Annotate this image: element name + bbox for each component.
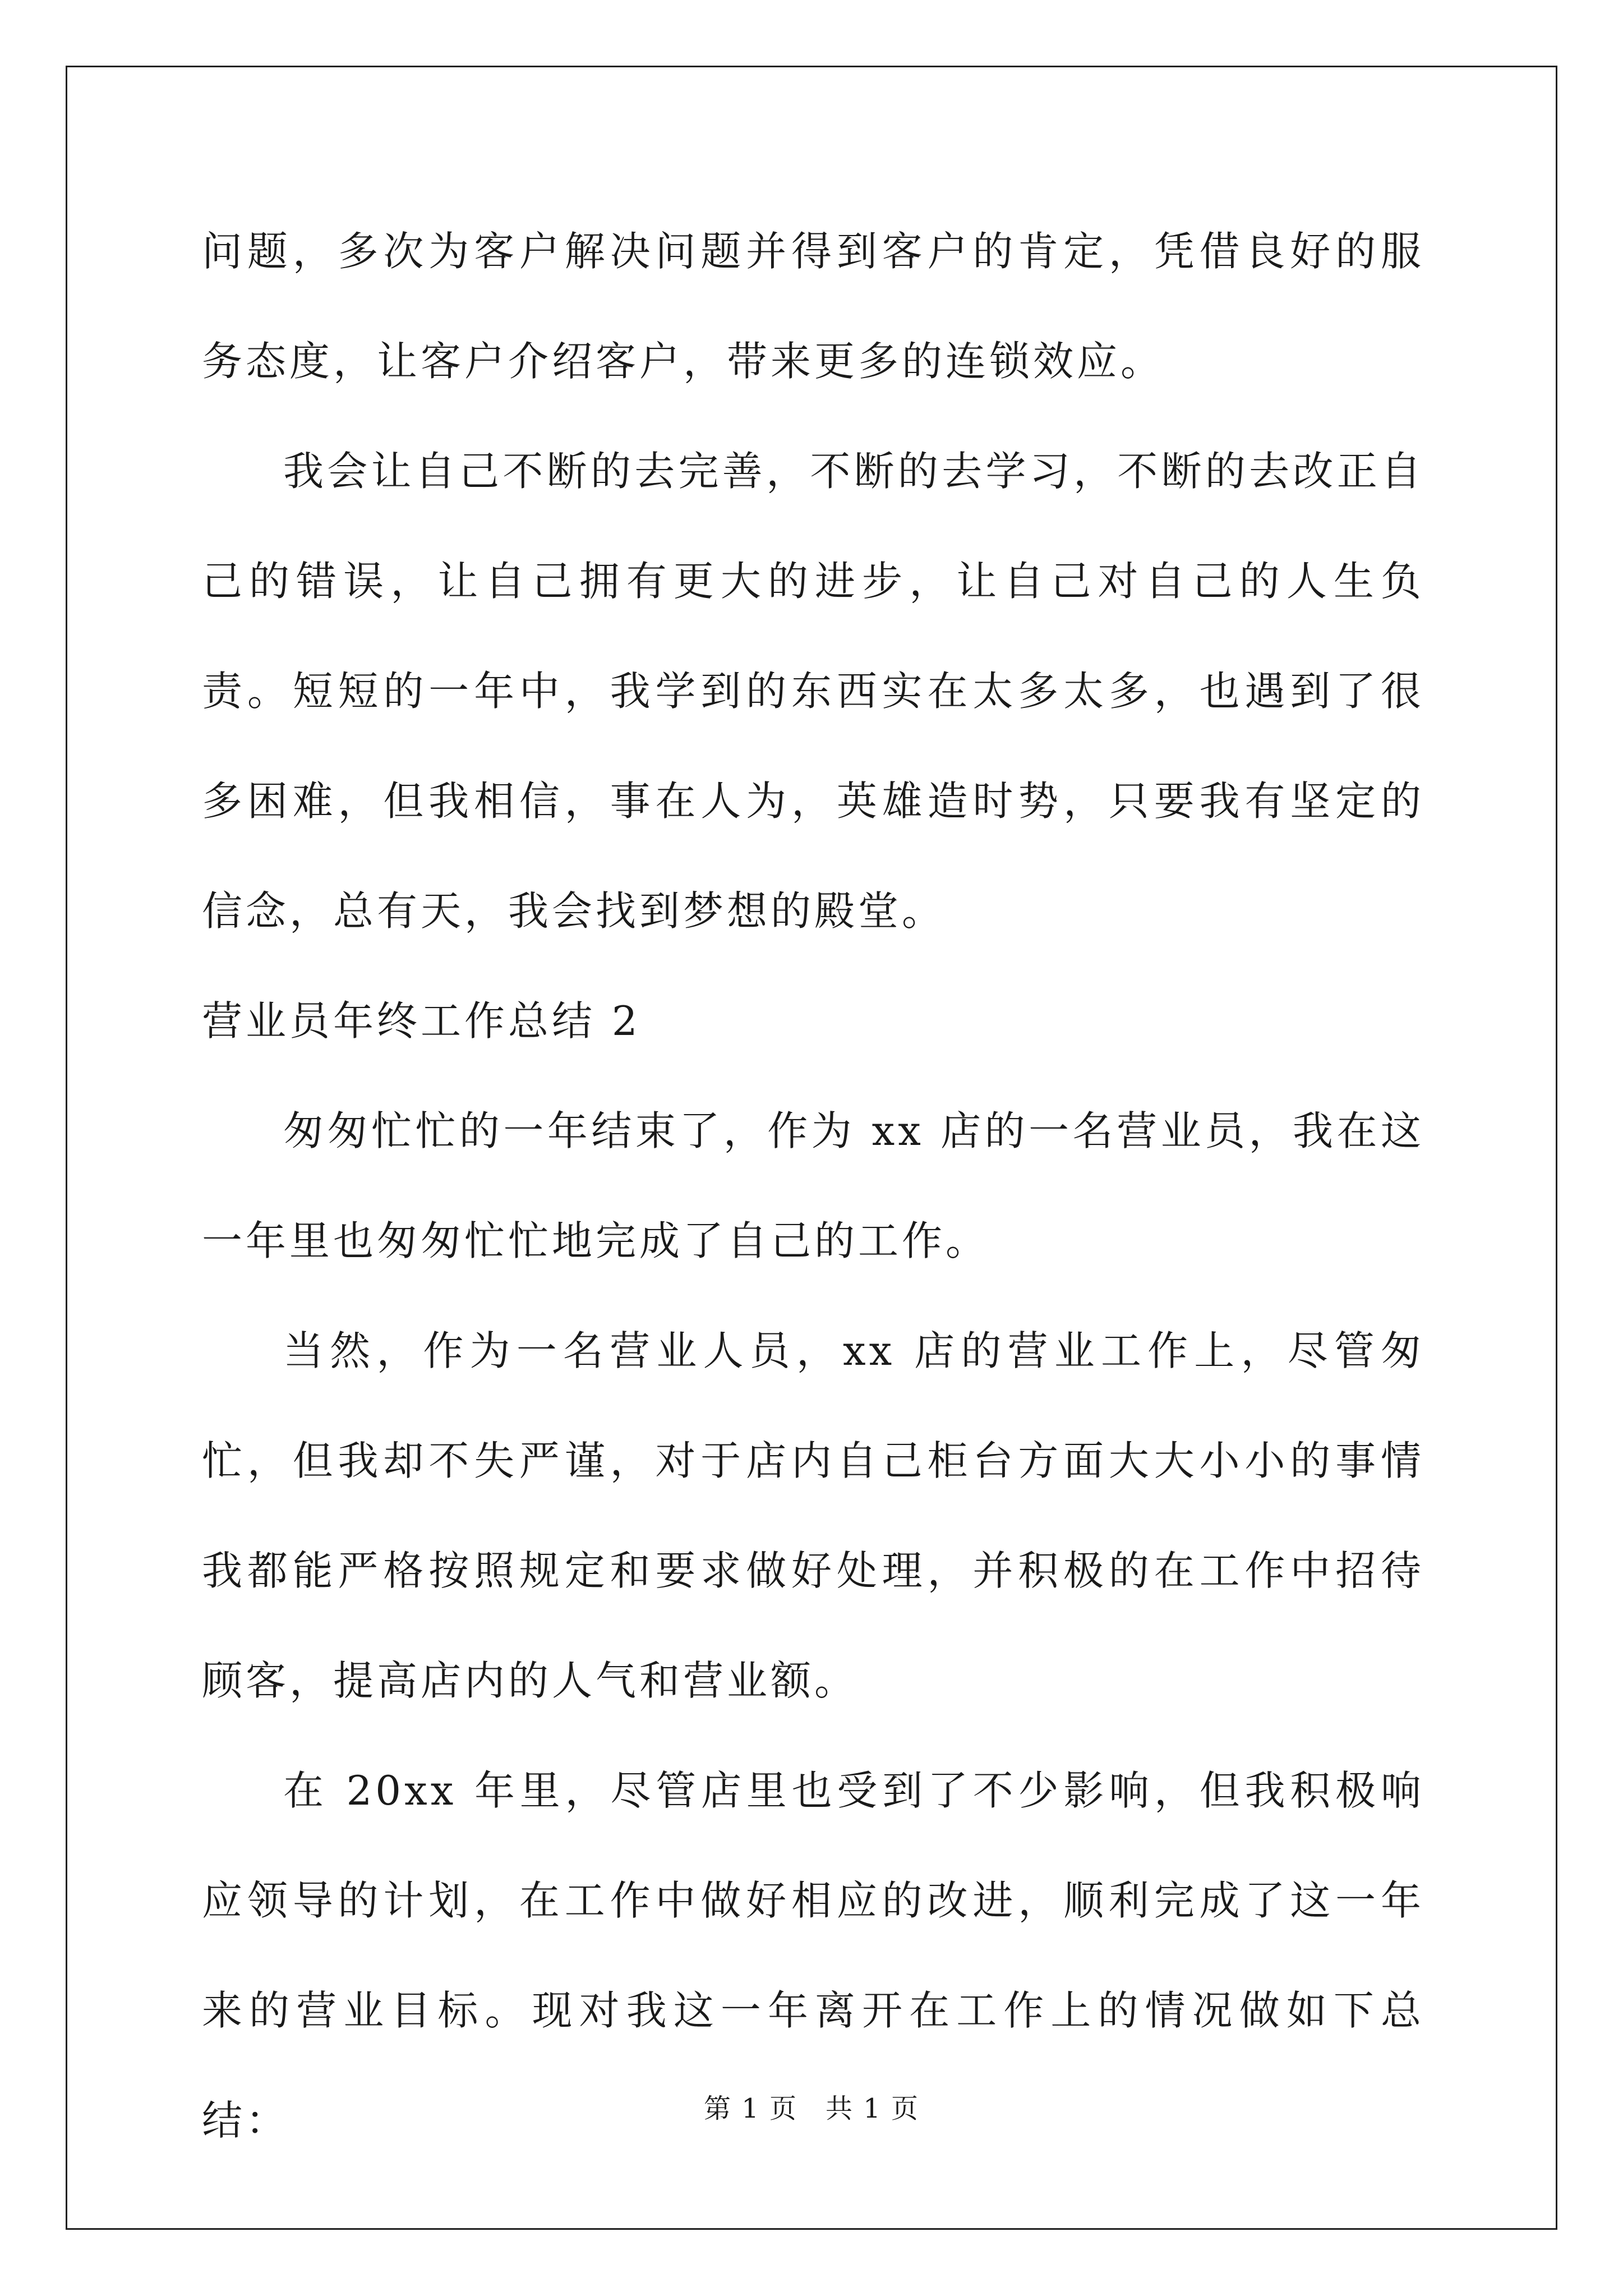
section-heading: 营业员年终工作总结 2 [202,997,641,1045]
paragraph-continuation: 问题，多次为客户解决问题并得到客户的肯定，凭借良好的服务态度，让客户介绍客户，带来更多的连锁效应。 [202,228,1424,385]
paragraph-self-improvement: 我会让自己不断的去完善，不断的去学习，不断的去改正自己的错误，让自己拥有更大的进步，让自己对自己的人生负责。短短的一年中，我学到的东西实在太多太多，也遇到了很多困难，但我相信，事在人为，英雄造时势，只要我有坚定的信念，总有天，我会找到梦想的殿堂。 [202,448,1424,935]
document-body [202,196,1424,2175]
paragraph-year-end: 匆匆忙忙的一年结束了，作为 xx 店的一名营业员，我在这一年里也匆匆忙忙地完成了自己的工作。 [202,1107,1424,1264]
paragraph-annual-goal: 在 20xx 年里，尽管店里也受到了不少影响，但我积极响应领导的计划，在工作中做好相应的改进，顺利完成了这一年来的营业目标。现对我这一年离开在工作上的情况做如下总结： [202,1767,1424,2144]
page-footer: 第 1 页 共 1 页 [703,2093,920,2124]
paragraph-sales-work: 当然，作为一名营业人员，xx 店的营业工作上，尽管匆忙，但我却不失严谨，对于店内自己柜台方面大大小小的事情我都能严格按照规定和要求做好处理，并积极的在工作中招待顾客，提高店内的人气和营业额。 [202,1327,1424,1704]
